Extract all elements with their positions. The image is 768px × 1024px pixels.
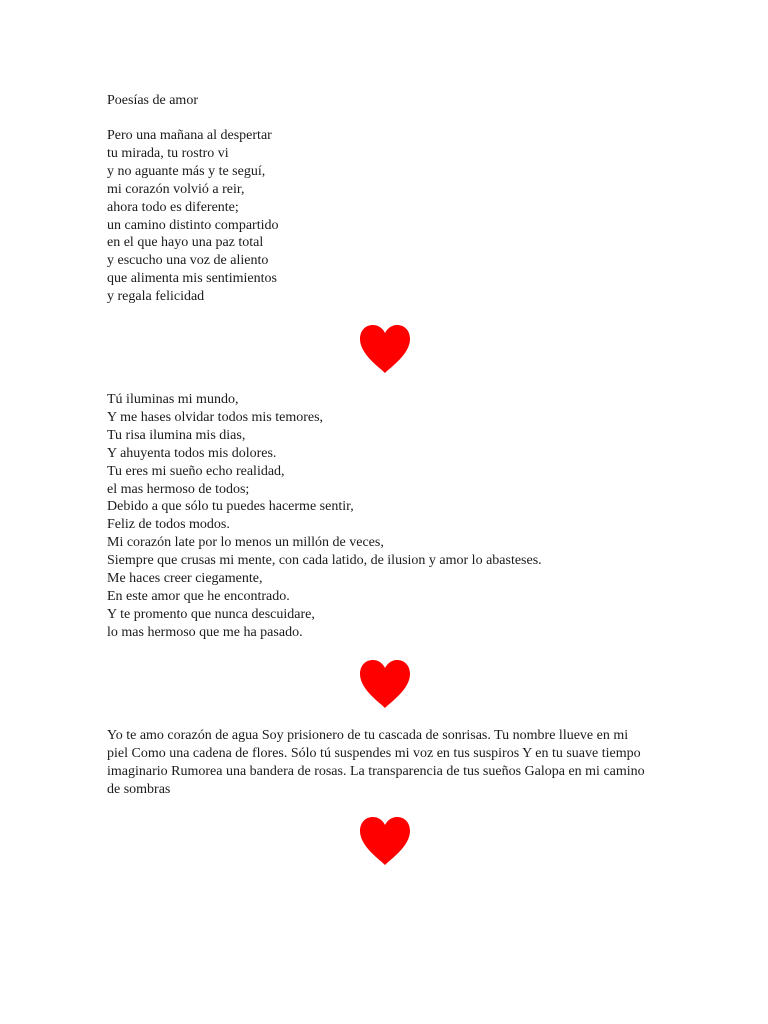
- heart-icon: [358, 659, 412, 709]
- poem-2: [107, 391, 542, 642]
- poem-1-line: tu mirada, tu rostro vi: [107, 145, 229, 161]
- poem-1-line: y escucho una voz de aliento: [107, 253, 269, 269]
- poem-2-line: Mi corazón late por lo menos un millón de veces,: [107, 535, 384, 551]
- poem-2-line: Me haces creer ciegamente,: [107, 571, 263, 587]
- poem-2-line: Siempre que crusas mi mente, con cada latido, de ilusion y amor lo abasteses.: [107, 553, 542, 569]
- poem-1-line: y regala felicidad: [107, 289, 205, 305]
- poem-2-line: En este amor que he encontrado.: [107, 588, 290, 604]
- poem-1-line: mi corazón volvió a reir,: [107, 181, 245, 197]
- heart-icon: [358, 816, 412, 866]
- poem-1-line: Pero una mañana al despertar: [107, 128, 272, 143]
- heart-icon: [358, 324, 412, 374]
- poem-2-line: Y ahuyenta todos mis dolores.: [107, 445, 277, 461]
- poem-2-line: Tú iluminas mi mundo,: [107, 392, 239, 407]
- poem-1-line: que alimenta mis sentimientos: [107, 271, 277, 287]
- poem-1-line: un camino distinto compartido: [107, 217, 279, 233]
- poem-2-line: Feliz de todos modos.: [107, 517, 230, 533]
- poem-1-line: y no aguante más y te seguí,: [107, 163, 266, 179]
- heart-icon-shape: [358, 324, 412, 374]
- poem-1-line: ahora todo es diferente;: [107, 199, 239, 215]
- poem-3: Yo te amo corazón de agua Soy prisionero de tu cascada de sonrisas. Tu nombre llueve en mi piel Como una cadena de flores. Sólo tú suspendes mi voz en tus suspiros Y en tu suave tiempo imaginario Rumorea una bandera de rosas. La transparencia de tus sueños Galopa en mi camino de sombras: [107, 728, 645, 797]
- poem-2-line: el mas hermoso de todos;: [107, 481, 250, 497]
- poem-2-line: Y me hases olvidar todos mis temores,: [107, 409, 324, 425]
- poem-1: [107, 127, 278, 306]
- poem-2-line: lo mas hermoso que me ha pasado.: [107, 624, 303, 640]
- heart-icon-shape: [358, 659, 412, 709]
- poem-2-line: Tu risa ilumina mis dias,: [107, 427, 246, 443]
- poem-2-line: Y te promento que nunca descuidare,: [107, 606, 315, 622]
- poem-1-line: en el que hayo una paz total: [107, 235, 264, 251]
- heart-icon-shape: [358, 816, 412, 866]
- poem-2-line: Tu eres mi sueño echo realidad,: [107, 463, 285, 479]
- poem-2-line: Debido a que sólo tu puedes hacerme sentir,: [107, 499, 354, 515]
- page-title: Poesías de amor: [107, 93, 198, 108]
